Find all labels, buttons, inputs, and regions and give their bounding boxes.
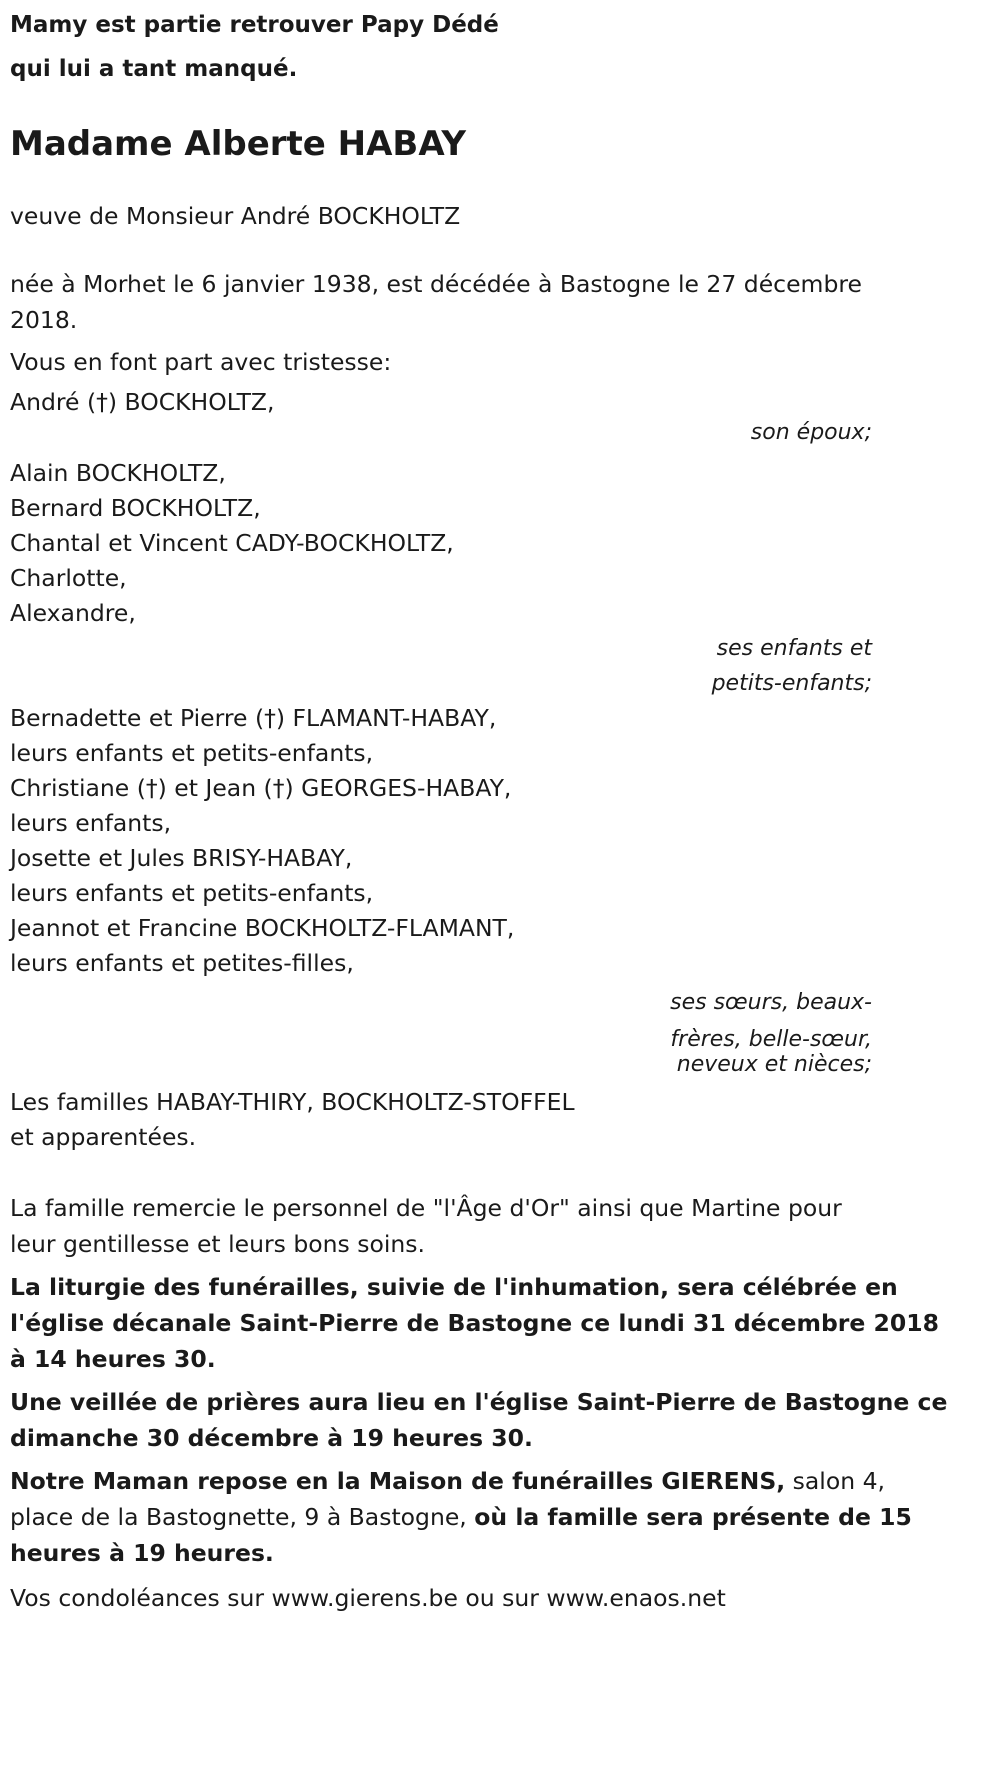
siblings-relation-line-2: frères, belle-sœur, <box>670 1027 872 1052</box>
birth-death <box>10 266 872 338</box>
rest-plain-2: place de la Bastognette, 9 à Bastogne, <box>10 1503 475 1531</box>
thanks-line-1: La famille remercie le personnel de "l'Âge d'Or" ainsi que Martine pour <box>10 1194 842 1222</box>
rest-info <box>10 1463 912 1571</box>
families <box>10 1085 872 1155</box>
obituary-column <box>10 0 948 1618</box>
child-name: Bernard BOCKHOLTZ, <box>10 494 261 522</box>
sibling-name: leurs enfants, <box>10 809 172 837</box>
group-children <box>10 456 872 701</box>
vigil-line-1: Une veillée de prières aura lieu en l'église Saint-Pierre de Bastogne ce <box>10 1388 948 1416</box>
siblings-relation-line-3: neveux et nièces; <box>676 1052 872 1077</box>
vigil-info <box>10 1384 948 1456</box>
funeral-line-1: La liturgie des funérailles, suivie de l'inhumation, sera célébrée en <box>10 1273 898 1301</box>
rest-line-1 <box>10 1463 885 1499</box>
intro-line-2: qui lui a tant manqué. <box>10 56 298 82</box>
rest-bold-1: Notre Maman repose en la Maison de funérailles GIERENS, <box>10 1467 786 1495</box>
child-name: Alain BOCKHOLTZ, <box>10 459 226 487</box>
sibling-name: leurs enfants et petites-filles, <box>10 949 354 977</box>
children-relation-line-2: petits-enfants; <box>711 671 872 696</box>
sibling-name: Bernadette et Pierre (†) FLAMANT-HABAY, <box>10 704 497 732</box>
spouse-name: André (†) BOCKHOLTZ, <box>10 388 275 416</box>
rest-line-3: heures à 19 heures. <box>10 1539 274 1567</box>
group-spouse <box>10 384 872 446</box>
condolences-text: Vos condoléances sur www.gierens.be ou sur www.enaos.net <box>10 1584 726 1612</box>
rest-bold-2: où la famille sera présente de 15 <box>474 1503 912 1531</box>
child-name: Alexandre, <box>10 599 136 627</box>
spouse-relation: son époux; <box>750 420 872 445</box>
families-line-1: Les familles HABAY-THIRY, BOCKHOLTZ-STOFFEL <box>10 1088 575 1116</box>
widow-of: veuve de Monsieur André BOCKHOLTZ <box>10 202 461 230</box>
families-line-2: et apparentées. <box>10 1123 197 1151</box>
sibling-name: Jeannot et Francine BOCKHOLTZ-FLAMANT, <box>10 914 515 942</box>
funeral-line-3: à 14 heures 30. <box>10 1345 216 1373</box>
vigil-line-2: dimanche 30 décembre à 19 heures 30. <box>10 1424 533 1452</box>
sibling-name: Josette et Jules BRISY-HABAY, <box>10 844 353 872</box>
sibling-name: leurs enfants et petits-enfants, <box>10 879 374 907</box>
group-siblings <box>10 701 872 1075</box>
announce-text: Vous en font part avec tristesse: <box>10 348 392 376</box>
thanks-line-2: leur gentillesse et leurs bons soins. <box>10 1230 426 1258</box>
funeral-info <box>10 1269 939 1377</box>
intro-text <box>10 0 872 94</box>
child-name: Charlotte, <box>10 564 127 592</box>
funeral-line-2: l'église décanale Saint-Pierre de Bastogne ce lundi 31 décembre 2018 <box>10 1309 939 1337</box>
child-name: Chantal et Vincent CADY-BOCKHOLTZ, <box>10 529 454 557</box>
sibling-name: leurs enfants et petits-enfants, <box>10 739 374 767</box>
deceased-name: Madame Alberte HABAY <box>10 124 467 164</box>
rest-line-2 <box>10 1499 912 1535</box>
birth-death-line-2: 2018. <box>10 306 78 334</box>
thanks <box>10 1190 872 1262</box>
intro-line-1: Mamy est partie retrouver Papy Dédé <box>10 12 499 38</box>
sibling-name: Christiane (†) et Jean (†) GEORGES-HABAY, <box>10 774 512 802</box>
birth-death-line-1: née à Morhet le 6 janvier 1938, est décédée à Bastogne le 27 décembre <box>10 270 862 298</box>
rest-plain-1: salon 4, <box>785 1467 885 1495</box>
siblings-relation-line-1: ses sœurs, beaux- <box>670 990 872 1015</box>
children-relation-line-1: ses enfants et <box>716 636 872 661</box>
